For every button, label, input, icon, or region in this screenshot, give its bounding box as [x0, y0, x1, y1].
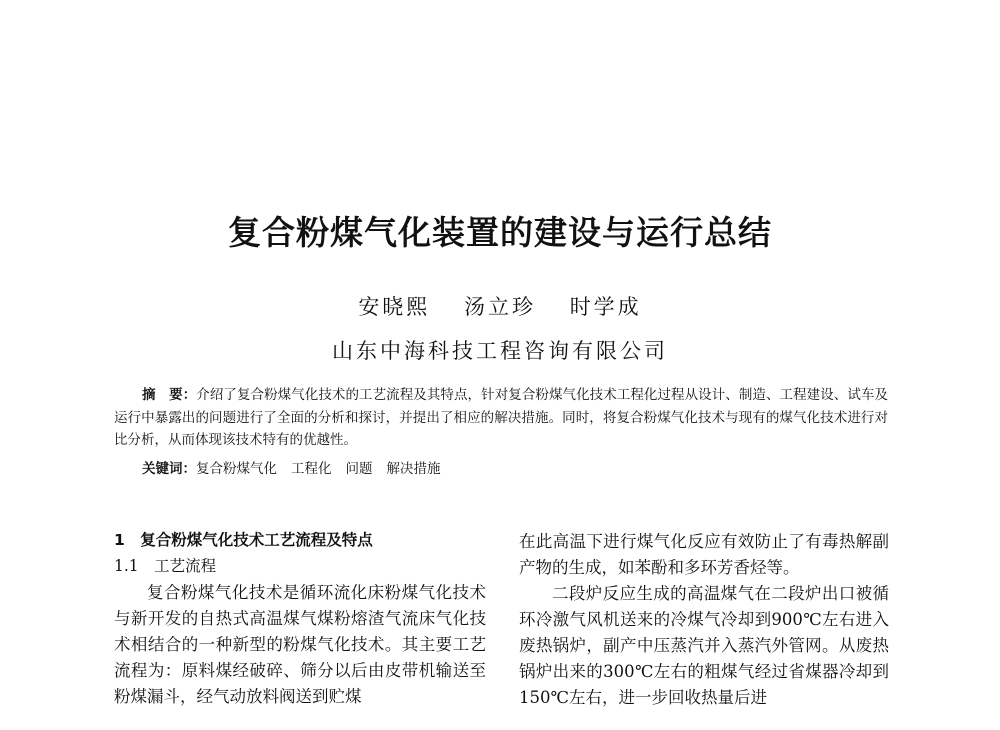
author-name: 汤立珍 [464, 295, 536, 319]
keyword: 复合粉煤气化 [196, 461, 277, 477]
paper-title: 复合粉煤气化装置的建设与运行总结 [228, 213, 772, 252]
keywords-label: 关键词： [142, 461, 196, 477]
author-name: 时学成 [569, 295, 642, 319]
keyword: 工程化 [291, 461, 332, 477]
abstract-label: 摘 要： [142, 387, 197, 403]
section-heading: 1 复合粉煤气化技术工艺流程及特点 [114, 531, 373, 549]
abstract-text: 介绍了复合粉煤气化技术的工艺流程及其特点，针对复合粉煤气化技术工程化过程从设计、制造、工程建设、试车及运行中暴露出的问题进行了全面的分析和探讨，并提出了相应的解决措施。同时，将复合粉煤气化技术与现有的煤气化技术进行对比分析，从而体现该技术特有的优越性。 [114, 387, 889, 448]
keywords [142, 458, 888, 480]
author-name: 安晓熙 [358, 295, 431, 319]
abstract [114, 384, 888, 452]
left-body-clip [114, 580, 486, 730]
body-paragraph: 复合粉煤气化技术是循环流化床粉煤气化技术与新开发的自热式高温煤气煤粉熔渣气流床气化技术相结合的一种新型的粉煤气化技术。其主要工艺流程为：原料煤经破碎、筛分以后由皮带机输送至粉煤漏斗，经气动放料阀送到贮煤 [114, 583, 486, 706]
left-column [114, 528, 486, 730]
author-list [0, 292, 1000, 322]
subsection-heading: 1.1 工艺流程 [114, 557, 217, 575]
body-paragraph: 在此高温下进行煤气化反应有效防止了有毒热解副产物的生成，如苯酚和多环芳香烃等。 [519, 532, 889, 577]
keyword: 解决措施 [386, 461, 441, 477]
body-paragraph: 二段炉反应生成的高温煤气在二段炉出口被循环冷激气风机送来的冷煤气冷却到900℃左右进入废热锅炉，副产中压蒸汽并入蒸汽外管网。从废热锅炉出来的300℃左右的粗煤气经过省煤器冷却到150℃左右，进一步回收热量后进 [519, 584, 889, 707]
right-column [519, 529, 889, 711]
affiliation: 山东中海科技工程咨询有限公司 [332, 339, 668, 363]
keyword: 问题 [345, 461, 373, 477]
